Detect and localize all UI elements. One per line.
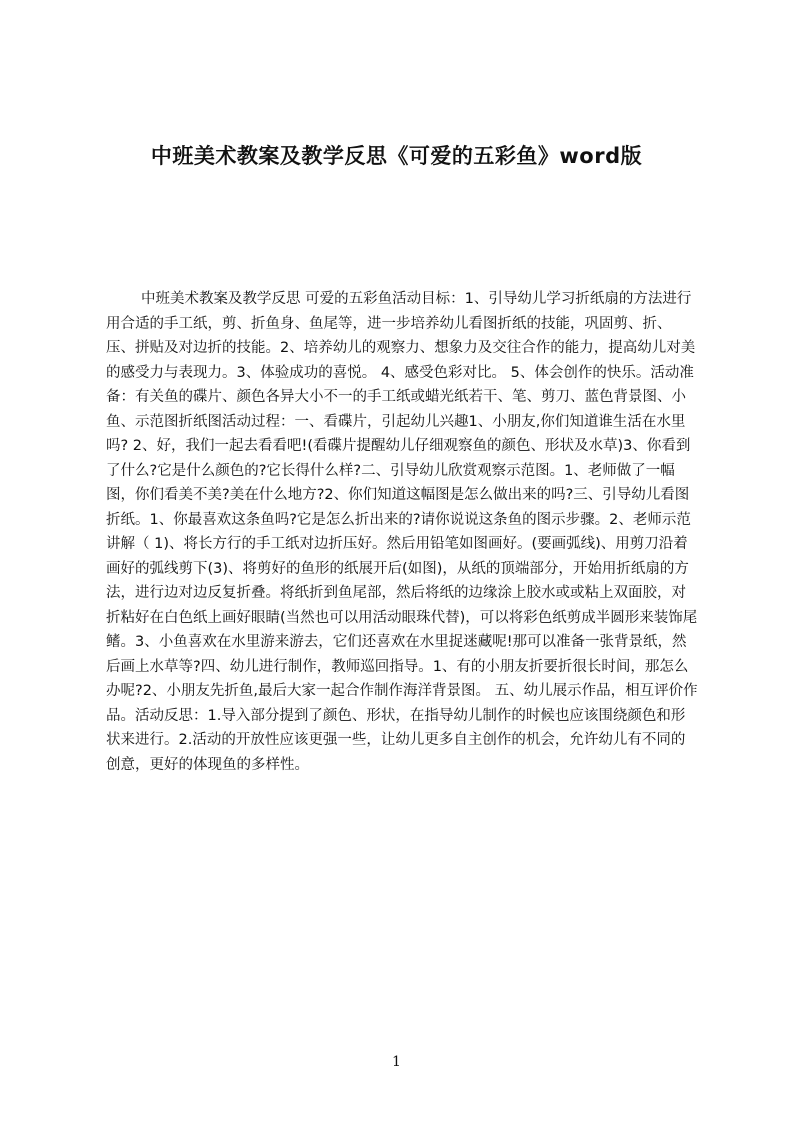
document-body-paragraph: 中班美术教案及教学反思 可爱的五彩鱼活动目标：1、引导幼儿学习折纸扇的方法进行用合适的手工纸，剪、折鱼身、鱼尾等，进一步培养幼儿看图折纸的技能，巩固剪、折、压、拼贴及对边折的技能。2、培养幼儿的观察力、想象力及交往合作的能力，提高幼儿对美的感受力与表现力。3、体验成功的喜悦。 4、感受色彩对比。 5、体会创作的快乐。活动准备：有关鱼的碟片、颜色各异大小不一的手工纸或蜡光纸若干、笔、剪刀、蓝色背景图、小鱼、示范图折纸图活动过程：一、看碟片，引起幼儿兴趣1、小朋友,你们知道谁生活在水里吗? 2、好，我们一起去看看吧!(看碟片提醒幼儿仔细观察鱼的颜色、形状及水草)3、你看到了什么?它是什么颜色的?它长得什么样?二、引导幼儿欣赏观察示范图。1、老师做了一幅图，你们看美不美?美在什么地方?2、你们知道这幅图是怎么做出来的吗?三、引导幼儿看图折纸。1、你最喜欢这条鱼吗?它是怎么折出来的?请你说说这条鱼的图示步骤。2、老师示范讲解（ 1)、将长方行的手工纸对边折压好。然后用铅笔如图画好。(要画弧线)、用剪刀沿着画好的弧线剪下(3)、将剪好的鱼形的纸展开后(如图)，从纸的顶端部分，开始用折纸扇的方法，进行边对边反复折叠。将纸折到鱼尾部，然后将纸的边缘涂上胶水或或粘上双面胶，对折粘好在白色纸上画好眼睛(当然也可以用活动眼珠代替)，可以将彩色纸剪成半圆形来装饰尾鳍。3、小鱼喜欢在水里游来游去，它们还喜欢在水里捉迷藏呢!那可以准备一张背景纸，然后画上水草等?四、幼儿进行制作，教师巡回指导。1、有的小朋友折要折很长时间，那怎么办呢?2、小朋友先折鱼,最后大家一起合作制作海洋背景图。 五、幼儿展示作品，相互评价作品。活动反思：1.导入部分提到了颜色、形状，在指导幼儿制作的时候也应该围绕颜色和形状来进行。2.活动的开放性应该更强一些，让幼儿更多自主创作的机会，允许幼儿有不同的创意，更好的体现鱼的多样性。: [106, 291, 698, 773]
document-title: 中班美术教案及教学反思《可爱的五彩鱼》word版: [150, 144, 643, 168]
page-number: 1: [392, 1054, 401, 1070]
